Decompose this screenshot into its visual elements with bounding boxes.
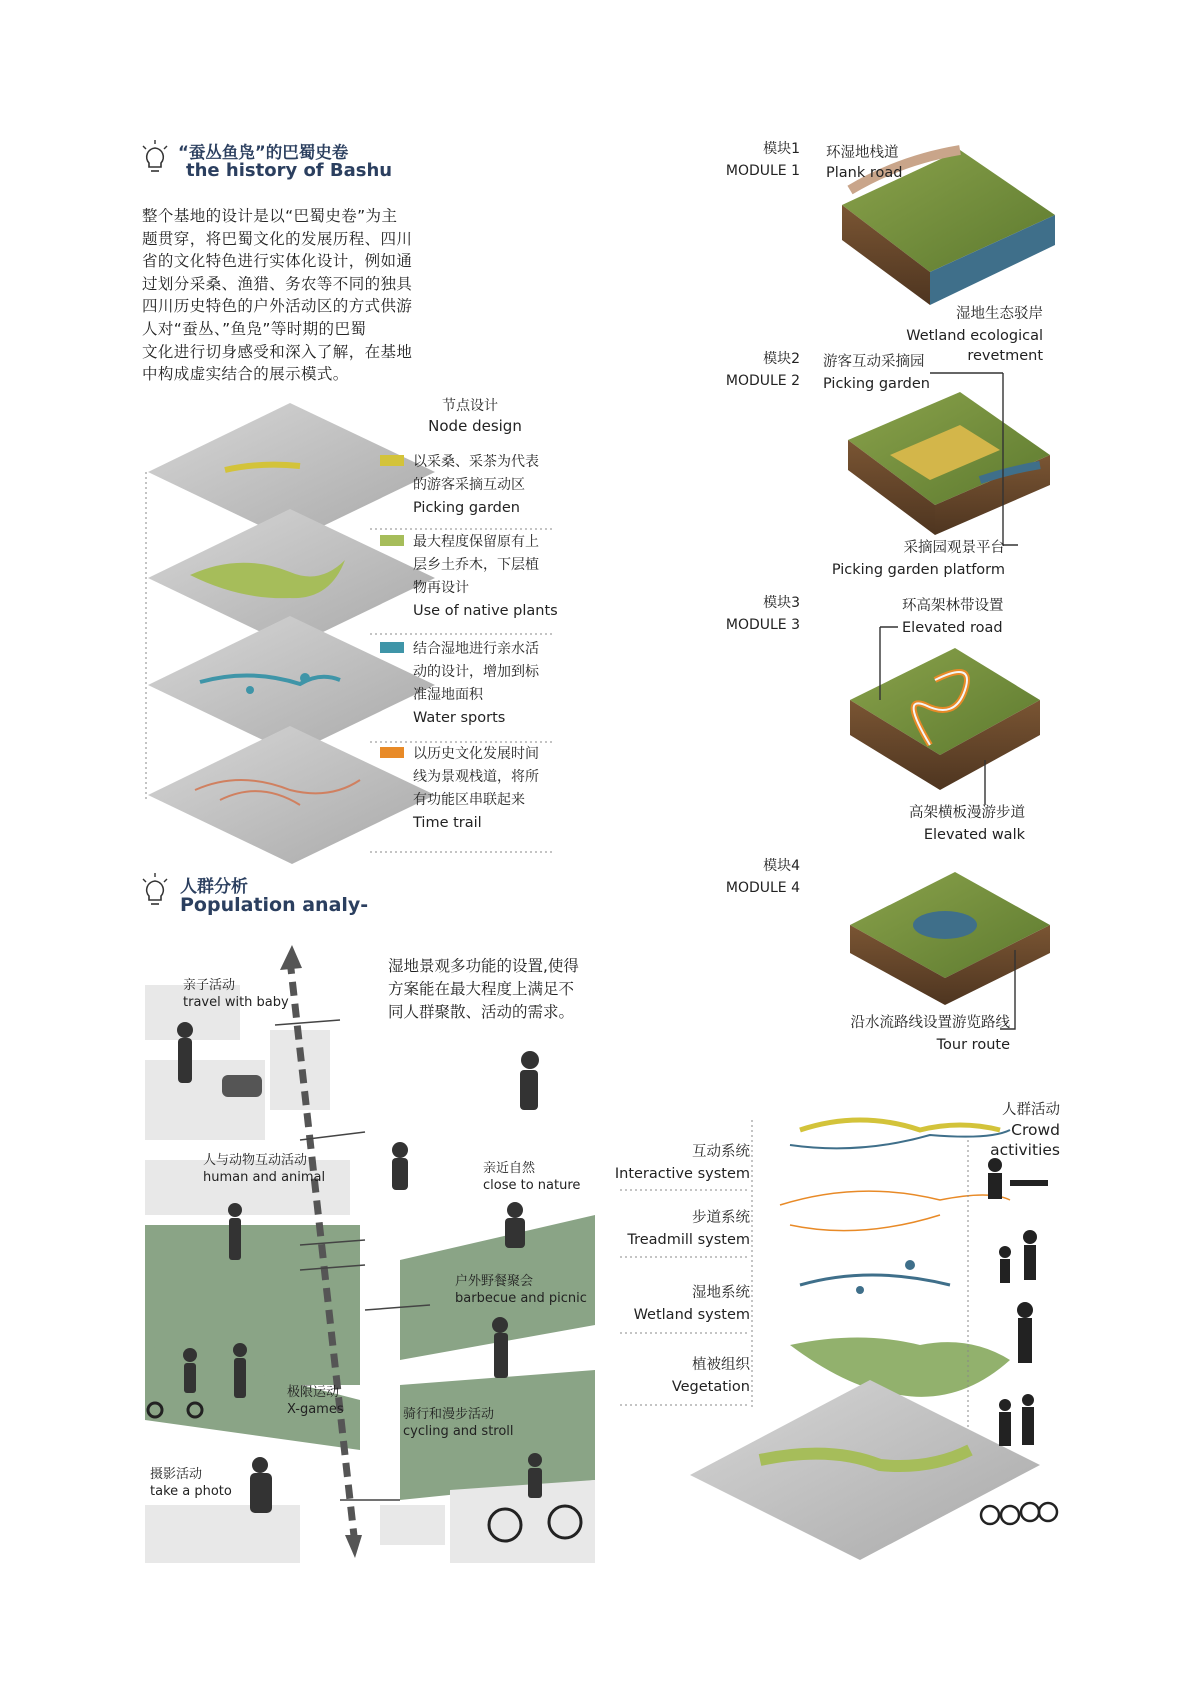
history-paragraph bbox=[142, 205, 442, 386]
module-a-en: Picking garden bbox=[823, 376, 930, 392]
paragraph-line: 四川历史特色的户外活动区的方式供游 bbox=[142, 297, 413, 316]
paragraph-line: 整个基地的设计是以“巴蜀史卷”为主 bbox=[142, 207, 398, 225]
paragraph-line: 中构成虚实结合的展示模式。 bbox=[142, 365, 349, 384]
legend-text: 动的设计，增加到标 bbox=[413, 664, 539, 680]
label-en: human and animal bbox=[203, 1170, 326, 1185]
module-zh: 模块2 bbox=[763, 351, 800, 367]
paragraph-line: 省的文化特色进行实体化设计，例如通 bbox=[142, 252, 413, 271]
label-zh: 骑行和漫步活动 bbox=[403, 1407, 495, 1422]
legend-swatch bbox=[380, 535, 404, 546]
module-2-b bbox=[820, 538, 1005, 580]
module-b-en: Picking garden platform bbox=[831, 562, 1005, 578]
layer-treadmill-system bbox=[600, 1208, 750, 1250]
module-a-zh: 环高架林带设置 bbox=[902, 598, 1004, 614]
module-b-zh: 沿水流路线设置游览路线 bbox=[850, 1015, 1010, 1031]
module-a-en: Elevated road bbox=[902, 620, 1003, 636]
layer-wetland-system bbox=[600, 1283, 750, 1325]
label-cycling-and-stroll bbox=[403, 1406, 514, 1440]
layer-en: Vegetation bbox=[671, 1379, 750, 1395]
label-en: close to nature bbox=[483, 1178, 581, 1193]
layer-zh: 步道系统 bbox=[692, 1210, 750, 1226]
layer-en: Interactive system bbox=[614, 1166, 750, 1182]
module-1-label bbox=[700, 138, 800, 182]
legend-text-en: Use of native plants bbox=[413, 603, 558, 619]
module-3-b bbox=[880, 803, 1025, 845]
module-b-zh: 高架横板漫游步道 bbox=[909, 805, 1025, 821]
module-a-en: Plank road bbox=[826, 165, 903, 181]
legend-text: 层乡土乔木，下层植 bbox=[413, 557, 539, 573]
legend-text-en: Picking garden bbox=[413, 500, 520, 516]
label-en: cycling and stroll bbox=[403, 1424, 514, 1439]
crowd-activities-label bbox=[950, 1100, 1060, 1160]
legend-text: 物再设计 bbox=[413, 580, 469, 596]
module-4-block bbox=[850, 872, 1050, 1005]
label-zh: 亲近自然 bbox=[483, 1161, 536, 1176]
label-zh: 亲子活动 bbox=[183, 978, 236, 993]
label-en: X-games bbox=[287, 1402, 344, 1417]
module-4-b bbox=[825, 1013, 1010, 1055]
label-zh: 极限运动 bbox=[287, 1385, 340, 1400]
population-title-en: Population analy- bbox=[180, 894, 369, 916]
layer-zh: 植被组织 bbox=[692, 1357, 750, 1373]
module-b-en: Wetland ecological revetment bbox=[906, 328, 1043, 364]
legend-text: 线为景观栈道，将所 bbox=[413, 769, 539, 785]
layer-en: Wetland system bbox=[633, 1307, 750, 1323]
label-zh: 摄影活动 bbox=[150, 1467, 203, 1482]
paragraph-line: 题贯穿，将巴蜀文化的发展历程、四川 bbox=[142, 229, 413, 248]
legend-text: 结合湿地进行亲水活 bbox=[413, 641, 539, 657]
node-design-title-zh: 节点设计 bbox=[442, 398, 498, 414]
system-layers bbox=[690, 1120, 1040, 1560]
layer-zh: 湿地系统 bbox=[692, 1285, 750, 1301]
module-zh: 模块1 bbox=[763, 141, 800, 157]
module-3-block bbox=[850, 648, 1040, 790]
module-en: MODULE 3 bbox=[725, 617, 800, 633]
note-line: 湿地景观多功能的设置,使得 bbox=[388, 957, 579, 975]
crowd-zh: 人群活动 bbox=[1002, 1102, 1060, 1118]
module-b-en: Tour route bbox=[936, 1037, 1010, 1053]
paragraph-line: 过划分采桑、渔猎、务农等不同的独具 bbox=[142, 274, 413, 293]
legend-text: 的游客采摘互动区 bbox=[413, 477, 525, 493]
lightbulb-icon bbox=[140, 140, 170, 180]
module-3-a bbox=[902, 596, 1004, 638]
paragraph-line: 文化进行切身感受和深入了解，在基地 bbox=[142, 342, 413, 361]
legend-text-en: Water sports bbox=[413, 710, 506, 726]
label-en: barbecue and picnic bbox=[455, 1291, 587, 1306]
legend-swatch bbox=[380, 455, 404, 466]
legend-swatch bbox=[380, 747, 404, 758]
history-title-en: the history of Bashu bbox=[186, 160, 393, 181]
node-design-title-en: Node design bbox=[428, 417, 522, 435]
label-x-games bbox=[287, 1384, 344, 1418]
layer-vegetation bbox=[600, 1355, 750, 1397]
history-title-zh: “蚕丛鱼凫”的巴蜀史卷 bbox=[178, 143, 349, 162]
crowd-en: Crowd activities bbox=[990, 1121, 1060, 1159]
legend-text: 有功能区串联起来 bbox=[413, 792, 525, 808]
label-zh: 人与动物互动活动 bbox=[203, 1153, 308, 1168]
module-2-label bbox=[700, 348, 800, 392]
legend-text: 以采桑、采茶为代表 bbox=[413, 454, 539, 470]
module-3-label bbox=[700, 592, 800, 636]
legend-text: 准湿地面积 bbox=[413, 687, 483, 703]
module-4-label bbox=[700, 855, 800, 899]
module-b-en: Elevated walk bbox=[923, 827, 1025, 843]
label-zh: 户外野餐聚会 bbox=[455, 1274, 534, 1289]
module-a-zh: 环湿地栈道 bbox=[826, 145, 899, 161]
label-travel-with-baby bbox=[183, 977, 289, 1011]
module-zh: 模块4 bbox=[763, 858, 800, 874]
label-en: take a photo bbox=[150, 1484, 232, 1499]
layer-en: Treadmill system bbox=[627, 1232, 750, 1248]
note-line: 同人群聚散、活动的需求。 bbox=[388, 1003, 575, 1021]
module-en: MODULE 4 bbox=[725, 880, 800, 896]
legend-text: 以历史文化发展时间 bbox=[413, 746, 539, 762]
crowd-silhouettes bbox=[988, 1158, 1048, 1446]
module-en: MODULE 2 bbox=[725, 373, 800, 389]
population-note bbox=[388, 955, 579, 1024]
label-en: travel with baby bbox=[183, 995, 289, 1010]
legend-text: 最大程度保留原有上 bbox=[413, 534, 539, 550]
lightbulb-icon bbox=[140, 873, 170, 913]
module-b-zh: 湿地生态驳岸 bbox=[956, 306, 1043, 322]
layer-zh: 互动系统 bbox=[692, 1144, 750, 1160]
legend-text-en: Time trail bbox=[413, 815, 482, 831]
module-2-block bbox=[848, 392, 1050, 535]
module-2-a bbox=[823, 352, 930, 394]
module-en: MODULE 1 bbox=[725, 163, 800, 179]
paragraph-line: 人对“蚕丛、”鱼凫”等时期的巴蜀 bbox=[142, 319, 367, 338]
module-a-zh: 游客互动采摘园 bbox=[823, 354, 925, 370]
module-zh: 模块3 bbox=[763, 595, 800, 611]
label-take-a-photo bbox=[150, 1466, 232, 1500]
layer-interactive-system bbox=[600, 1142, 750, 1184]
label-human-and-animal bbox=[203, 1152, 325, 1186]
note-line: 方案能在最大程度上满足不 bbox=[388, 980, 575, 998]
label-barbecue-and-picnic bbox=[455, 1273, 587, 1307]
legend-swatch bbox=[380, 642, 404, 653]
module-1-a bbox=[826, 143, 902, 183]
label-close-to-nature bbox=[483, 1160, 580, 1194]
population-title-zh: 人群分析 bbox=[180, 877, 248, 897]
module-b-zh: 采摘园观景平台 bbox=[903, 540, 1005, 556]
